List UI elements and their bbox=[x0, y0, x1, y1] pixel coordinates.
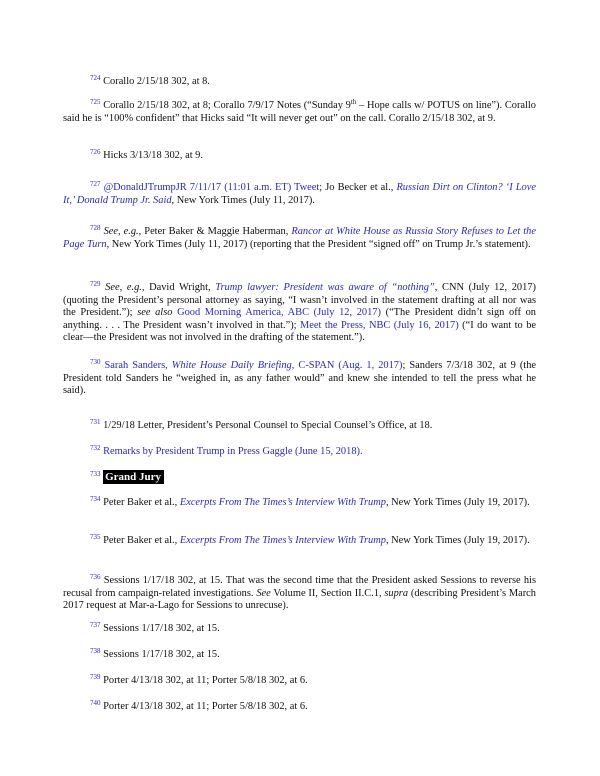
footnote-text: (describing President’s March 2017 request at Mar-a-Lago for Sessions to unrecuse). bbox=[63, 587, 536, 612]
footnote-740 bbox=[63, 701, 536, 714]
footnote-727 bbox=[63, 182, 536, 207]
footnote-text: 1/29/18 Letter, President’s Personal Counsel to Special Counsel’s Office, at 18. bbox=[103, 420, 433, 431]
footnote-text: , Peter Baker & Maggie Haberman, bbox=[138, 226, 292, 237]
article-link[interactable]: Russian Dirt on Clinton? ‘I Love It,’ Donald Trump Jr. Said bbox=[63, 182, 536, 206]
footnote-number[interactable]: 733 bbox=[90, 470, 101, 478]
footnote-number[interactable]: 728 bbox=[90, 224, 101, 232]
footnote-729 bbox=[63, 282, 536, 345]
signal: See, e.g. bbox=[103, 226, 139, 237]
footnote-text: , David Wright, bbox=[141, 282, 216, 293]
tweet-link[interactable]: @DonaldJTrumpJR 7/11/17 (11:01 a.m. ET) Tweet bbox=[103, 182, 320, 193]
footnote-732 bbox=[63, 446, 536, 459]
footnote-text: Peter Baker et al., bbox=[103, 535, 180, 546]
footnote-number[interactable]: 738 bbox=[90, 647, 101, 655]
footnote-734 bbox=[63, 497, 536, 510]
footnote-number[interactable]: 740 bbox=[90, 699, 101, 707]
footnote-text: Porter 4/13/18 302, at 11; Porter 5/8/18 302, at 6. bbox=[103, 701, 308, 712]
footnote-text: (“The President didn’t sign off on anything. . . . The President wasn’t involved in that.”); bbox=[63, 307, 536, 331]
video-link[interactable]: Good Morning America, ABC (July 12, 2017) bbox=[172, 307, 381, 319]
article-link[interactable]: Rancor at White House as Russia Story Refuses to Let the Page Turn bbox=[63, 226, 536, 250]
link-text: , C-SPAN (Aug. 1, 2017) bbox=[291, 360, 403, 371]
footnote-text: Corallo 2/15/18 302, at 8; Corallo 7/9/17 Notes (“Sunday 9 bbox=[103, 100, 351, 111]
footnote-725 bbox=[63, 100, 536, 125]
footnote-text: , New York Times (July 19, 2017). bbox=[385, 535, 530, 546]
footnote-text: Hicks 3/13/18 302, at 9. bbox=[103, 150, 203, 161]
footnote-number[interactable]: 727 bbox=[90, 180, 101, 188]
video-link[interactable]: Meet the Press, NBC (July 16, 2017) bbox=[300, 319, 459, 331]
footnote-number[interactable]: 730 bbox=[90, 358, 101, 366]
footnote-number[interactable]: 731 bbox=[90, 418, 101, 426]
footnote-736 bbox=[63, 575, 536, 613]
footnote-738 bbox=[63, 649, 536, 662]
footnote-text: Volume II, Section II.C.1, bbox=[270, 587, 385, 599]
footnote-number[interactable]: 734 bbox=[90, 495, 101, 503]
footnote-735 bbox=[63, 535, 536, 548]
footnote-737 bbox=[63, 623, 536, 636]
footnote-text: – Hope calls w/ POTUS on line”). Corallo said he is “100% confident” that Hicks said “It will never get out” on the call. Corallo 2/15/18 302, at 9. bbox=[63, 100, 536, 124]
footnote-number[interactable]: 726 bbox=[90, 148, 101, 156]
footnote-number[interactable]: 737 bbox=[90, 621, 101, 629]
footnote-text: Porter 4/13/18 302, at 11; Porter 5/8/18 302, at 6. bbox=[103, 675, 308, 686]
footnote-text: (“I do want to be clear—the President was not involved in the drafting of the statement.”). bbox=[63, 319, 536, 344]
link-text: Sarah Sanders, bbox=[104, 360, 172, 371]
link-text: White House Daily Briefing bbox=[171, 360, 292, 371]
superscript: th bbox=[350, 98, 357, 106]
signal: See bbox=[256, 587, 271, 599]
video-link[interactable] bbox=[105, 360, 403, 371]
footnote-733 bbox=[63, 471, 536, 485]
footnote-739 bbox=[63, 675, 536, 688]
footnote-text: Sessions 1/17/18 302, at 15. That was the second time that the President asked Sessions to reverse his recusal from campaign-related investigations. bbox=[63, 575, 536, 599]
transcript-link[interactable]: Remarks by President Trump in Press Gaggle (June 15, 2018). bbox=[103, 446, 363, 457]
footnote-number[interactable]: 724 bbox=[90, 74, 101, 83]
footnote-number[interactable]: 735 bbox=[90, 533, 101, 541]
signal: see also bbox=[137, 307, 173, 319]
footnote-number[interactable]: 725 bbox=[90, 98, 101, 106]
footnote-number[interactable]: 729 bbox=[90, 280, 101, 288]
footnote-text: , New York Times (July 11, 2017). bbox=[171, 194, 315, 206]
footnote-728 bbox=[63, 226, 536, 251]
footnote-text: , CNN (July 12, 2017) (quoting the President’s personal attorney as saying, “I wasn’t involved in the statement drafting at all nor was the President.”); bbox=[63, 282, 536, 319]
footnote-731 bbox=[63, 420, 536, 433]
footnote-text: Peter Baker et al., bbox=[103, 497, 180, 508]
footnote-text: , New York Times (July 19, 2017). bbox=[385, 497, 530, 508]
footnote-text: Corallo 2/15/18 302, at 8. bbox=[103, 76, 210, 88]
footnote-text: ; Jo Becker et al., bbox=[319, 182, 397, 193]
article-link[interactable]: Trump lawyer: President was aware of “nothing” bbox=[215, 282, 435, 293]
footnote-number[interactable]: 732 bbox=[90, 444, 101, 452]
article-link[interactable]: Excerpts From The Times’s Interview With Trump bbox=[179, 497, 386, 508]
footnote-text: Sessions 1/17/18 302, at 15. bbox=[103, 623, 220, 634]
footnote-text: ; Sanders 7/3/18 302, at 9 (the President told Sanders he “weighed in, as any father would” and knew she intended to tell the press what he said). bbox=[63, 360, 536, 397]
footnote-number[interactable]: 736 bbox=[90, 573, 101, 581]
footnote-730 bbox=[63, 360, 536, 398]
footnote-text: , New York Times (July 11, 2017) (reporting that the President “signed off” on Trump Jr.’s statement). bbox=[106, 238, 531, 250]
article-link[interactable]: Excerpts From The Times’s Interview With Trump bbox=[179, 535, 386, 546]
signal: supra bbox=[384, 587, 409, 599]
footnote-726 bbox=[63, 150, 536, 163]
signal: See, e.g. bbox=[105, 282, 142, 293]
footnote-724 bbox=[63, 76, 536, 89]
redaction-box: Grand Jury bbox=[103, 470, 164, 484]
footnote-text: Sessions 1/17/18 302, at 15. bbox=[103, 649, 220, 660]
footnote-number[interactable]: 739 bbox=[90, 673, 101, 681]
